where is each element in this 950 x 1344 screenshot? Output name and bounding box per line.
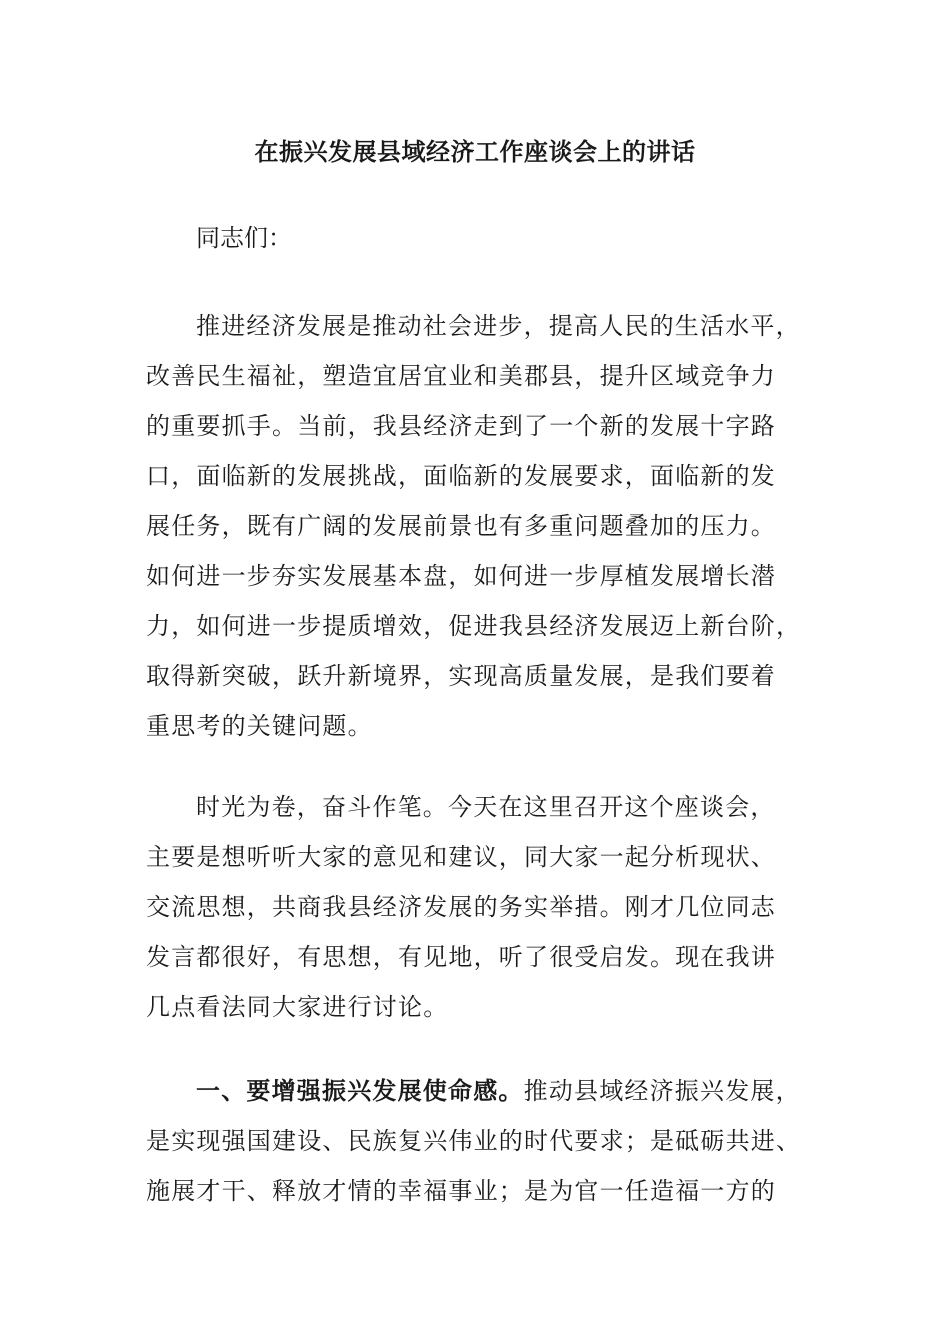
paragraph-line: 时光为卷，奋斗作笔。今天在这里召开这个座谈会， (196, 793, 776, 821)
paragraph-line: 力，如何进一步提质增效，促进我县经济发展迈上新台阶， (146, 612, 802, 640)
paragraph-1 (146, 301, 806, 751)
paragraph-line: 施展才干、释放才情的幸福事业；是为官一任造福一方的 (146, 1177, 776, 1205)
section-first-line (146, 1066, 806, 1116)
paragraph-line: 重思考的关键问题。 (146, 712, 373, 740)
paragraph-line: 改善民生福祉，塑造宜居宜业和美郡县，提升区域竞争力 (146, 362, 776, 390)
paragraph-line: 的重要抓手。当前，我县经济走到了一个新的发展十字路 (146, 412, 776, 440)
paragraph-2 (146, 782, 806, 1032)
paragraph-line: 交流思想，共商我县经济发展的务实举措。刚才几位同志 (146, 893, 776, 921)
paragraph-line: 主要是想听听大家的意见和建议，同大家一起分析现状、 (146, 843, 776, 871)
section-heading: 一、要增强振兴发展使命感。 (196, 1076, 524, 1105)
paragraph-line: 推进经济发展是推动社会进步，提高人民的生活水平， (196, 312, 801, 340)
paragraph-line: 是实现强国建设、民族复兴伟业的时代要求；是砥砺共进、 (146, 1127, 802, 1155)
paragraph-line: 口，面临新的发展挑战，面临新的发展要求，面临新的发 (146, 462, 776, 490)
paragraph-line: 如何进一步夯实发展基本盘，如何进一步厚植发展增长潜 (146, 562, 776, 590)
section-lead-text: 推动县域经济振兴发展， (523, 1077, 801, 1105)
document-title: 在振兴发展县域经济工作座谈会上的讲话 (254, 137, 696, 166)
section-1 (146, 1066, 806, 1216)
paragraph-line: 展任务，既有广阔的发展前景也有多重问题叠加的压力。 (146, 512, 776, 540)
salutation: 同志们： (196, 224, 292, 252)
paragraph-line: 取得新突破，跃升新境界，实现高质量发展，是我们要着 (146, 662, 776, 690)
paragraph-line: 几点看法同大家进行讨论。 (146, 993, 449, 1021)
paragraph-line: 发言都很好，有思想，有见地，听了很受启发。现在我讲 (146, 943, 776, 971)
